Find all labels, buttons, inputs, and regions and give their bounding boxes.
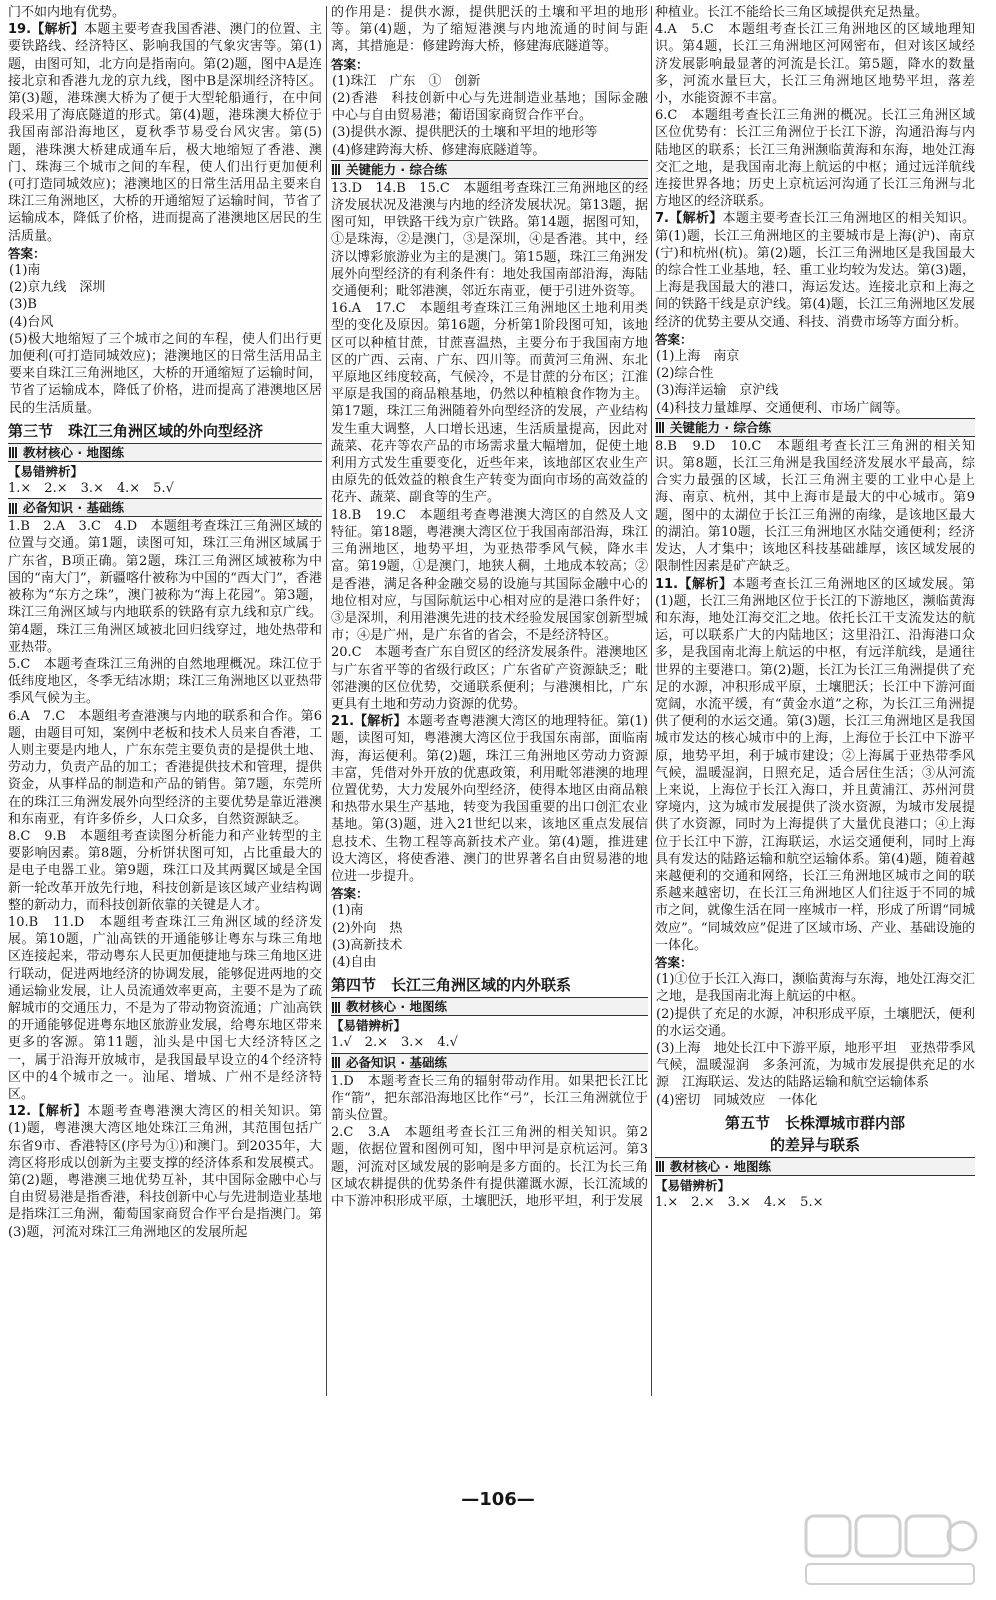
- answer-line: (4)台风: [9, 314, 54, 330]
- answer-line: (2)提供了充足的水源，冲积形成平原，土壤肥沃，便利的水运交通。: [656, 1006, 975, 1039]
- q18-continuation: 门不如内地有优势。: [8, 5, 126, 20]
- error-analysis-heading: 【易错辨析】: [8, 463, 84, 479]
- subsection-bar: 关键能力 · 综合练: [331, 160, 648, 179]
- answer-label: 答案：: [8, 245, 46, 261]
- column-divider: [326, 6, 327, 1396]
- section-title-3: 第三节 珠江三角洲区域的外向型经济: [8, 421, 264, 440]
- answer-label: 答案：: [331, 56, 369, 72]
- answer-line: (1)南: [9, 263, 41, 279]
- answer-q12: 12.【解析】本题考查粤港澳大湾区的相关知识。第(1)题，粤港澳大湾区地处珠江三角洲，其范围包括广东省9市、香港特区(序号为①)和澳门。到2035年，大湾区将形成以创新为主要支撑的经济体系和发展模式。第(2)题，粤港澳三地优势互补，其中国际金融中心与自由贸易港是指香港，科技创新中心与先进制造业基地是指珠江三角洲，葡萄国家商贸合作平台是指澳门。第(3)题，河流对珠江三角洲地区的发展所起: [8, 1104, 322, 1240]
- answer-line: (2)香港 科技创新中心与先进制造业基地；国际金融中心与自由贸易港；葡语国家商贸合作平台。: [332, 91, 648, 124]
- answer-q18-19: 18.B 19.C 本题组考查粤港澳大湾区的自然及人文特征。第18题，粤港澳大湾区位于我国南部沿海，珠江三角洲地区，地势平坦，为亚热带季风气候，降水丰富。第19题，①是澳门，地狭人稠，土地成本较高；②是香港，满足各种金融交易的设施与其国际金融中心的地位相对应，与国际航运中心相对应的是港口条件好；③是深圳，利用港澳先进的技术经验发展国家创新型城市；④是广州，是广东省的省会，不是经济特区。: [331, 507, 648, 644]
- bar-mark-icon: [656, 1161, 665, 1172]
- answer-q19: 19.【解析】本题主要考查我国香港、澳门的位置、主要铁路线、经济特区、影响我国的气象灾害等。第(1)题，由图可知，北方向是指南向。第(2)题，图中A是连接北京和香港九龙的京九线，图中B是深圳经济特区。第(3)题，港珠澳大桥为了便于大型轮船通行，在中间段采用了海底隧道的形式。第(4)题，港珠澳大桥位于我国南部沿海地区，夏秋季节易受台风灾害。第(5)题，港珠澳大桥建成通车后，极大地缩短了香港、澳门、珠海三个城市之间的车程，使人们出行更加便利(可打造同城效应)；港澳地区的日常生活用品主要来自珠江三角洲地区，大桥的开通缩短了运输时间，节省了运输成本，降低了价格，进而提高了港澳地区居民的生活质量。: [8, 22, 322, 244]
- answer-line: (3)B: [9, 297, 37, 313]
- answer-line: (1)南: [332, 903, 364, 919]
- answer-q2-3: 2.C 3.A 本题组考查长江三角洲的相关知识。第2题，依据位置和图例可知，图中甲河是京杭运河。第3题，河流对区域发展的影响是多方面的。长江为长三角区域农耕提供的优势条件有提供灌溉水源，长江流域的中下游冲积形成平原，土壤肥沃，地形平坦，利于发展: [331, 1125, 648, 1209]
- answer-q20: 20.C 本题考查广东自贸区的经济发展条件。港澳地区与广东省平等的省级行政区；广东省矿产资源缺乏；毗邻港澳的区位优势，交通联系便利；与港澳相比，广东更具有土地和劳动力资源的优势。: [331, 645, 648, 712]
- answer-q1: 1.D 本题考查长三角的辐射带动作用。如果把长江比作“箭”，把东部沿海地区比作“弓”，长江三角洲就位于箭头位置。: [331, 1073, 648, 1123]
- answer-line: (4)密切 同城效应 一体化: [656, 1092, 818, 1108]
- column-middle: [331, 4, 648, 1210]
- answer-line: (3)提供水源、提供肥沃的土壤和平坦的地形等: [332, 125, 598, 141]
- error-analysis-answers: 1.× 2.× 3.× 4.× 5.×: [655, 1195, 824, 1210]
- answer-q1-4: 1.B 2.A 3.C 4.D 本题组考查珠江三角洲区域的位置与交通。第1题，读图可知，珠江三角洲区域属于广东省，B项正确。第2题，珠江三角洲区域被称为中国的“南大门”，新疆喀什被称为中国的“西大门”，香港被称为“东方之珠”，澳门被称为“海上花园”。第3题，珠江三角洲区域与内地联系的铁路有京九线和京广线。第4题，珠江三角洲区域被北回归线穿过，地处热带和亚热带。: [8, 519, 322, 655]
- bar-mark-icon: [656, 422, 665, 433]
- error-analysis-heading: 【易错辨析】: [655, 1177, 731, 1193]
- answer-line: (3)海洋运输 京沪线: [656, 383, 779, 399]
- answer-line: (4)科技力量雄厚、交通便利、市场广阔等。: [656, 400, 909, 416]
- bar-mark-icon: [332, 1002, 341, 1013]
- answer-q6: 6.C 本题组考查长江三角洲的概况。长江三角洲区域区位优势有：长江三角洲位于长江下游，沟通沿海与内陆地区的联系；长江三角洲濒临黄海和东海，地处江海交汇之地，是我国南北海上航运的中枢；通过远洋航线连接世界各地；历史上京杭运河沟通了长江三角洲与北方地区的经济联系。: [655, 108, 975, 210]
- answer-q4-5: 4.A 5.C 本题组考查长江三角洲地区的区域地理知识。第4题，长江三角洲地区河网密布，但对该区域经济发展影响最显著的河流是长江。第5题，降水的数量多，河流水量巨大，长江三角洲地区地势平坦，落差小，水能资源不丰富。: [655, 22, 975, 107]
- bar-mark-icon: [9, 503, 18, 514]
- answer-q10-11: 10.B 11.D 本题组考查珠江三角洲区域的经济发展。第10题，广汕高铁的开通能够让粤东与珠三角地区连接起来，带动粤东人民更加便捷地与珠三角地区进行联动，促进两地经济的协调发展，能够促进两地的交通运输业发展，让人员流通效率更高，主要不是为了疏解城市的交通压力，不是为了带动物资流通；广汕高铁的开通能够促进粤东地区旅游业发展，给粤东地区带来更多的客源。第11题，汕头是中国七大经济特区之一，属于沿海开放城市，是我国最早设立的4个经济特区中的4个城市之一。汕尾、增城、广州不是经济特区。: [8, 914, 322, 1102]
- answer-q8-10: 8.B 9.D 10.C 本题组考查长江三角洲的相关知识。第8题，长江三角洲是我国经济发展水平最高，综合实力最强的区域，长江三角洲主要的工业中心是上海、南京、杭州，其中上海市是最大的中心城市。第9题，图中的太湖位于长江三角洲的南缘，是该地区最大的湖泊。第10题，长江三角洲地区水陆交通便利；经济发达，人才集中；该地区科技基础雄厚，该区域发展的限制性因素是矿产缺乏。: [655, 438, 975, 575]
- error-analysis-answers: 1.√ 2.× 3.× 4.√: [331, 1035, 458, 1051]
- answer-q11: 11.【解析】本题考查长江三角洲地区的区域发展。第(1)题，长江三角洲地区位于长江的下游地区，濒临黄海和东海，地处江海交汇之地。依托长江干支流发达的航运，可以联系广大的内陆地区；这里沿江、沿海港口众多，是我国南北海上航运的中枢，有远洋航线，是通往世界的主要港口。第(2)题，长江为长江三角洲提供了充足的水源，冲积形成平原，土壤肥沃；长江中下游河面宽阔，水流平缓，有“黄金水道”之称，为长江三角洲提供了便利的水运交通。第(3)题，长江三角洲地区是我国城市发达的核心城市中的上海，上海位于长江中下游平原，地势平坦，利于城市建设；②上海属于亚热带季风气候，温暖湿润，日照充足，适合居住生活；③从河流上来说，上海位于长江入海口，并且黄浦江、苏州河贯穿境内，这为城市发展提供了淡水资源，为城市发展提供了水资源，同时为上海提供了大量优良港口；④上海位于长江中下游，江海联运，水运交通便利，同时上海具有发达的陆路运输和航空运输体系。第(4)题，随着越来越便利的交通和网络，长江三角洲地区城市之间的联系越来越密切，在长江三角洲地区人们往返于不同的城市之间，就像生活在同一座城市一样，形成了所谓“同城效应”。“同城效应”促进了区域市场、产业、基础设施的一体化。: [655, 576, 975, 953]
- answer-line: (1)①位于长江入海口，濒临黄海与东海，地处江海交汇之地，是我国南北海上航运的中枢。: [656, 972, 975, 1005]
- subsection-bar: 必备知识 · 基础练: [331, 1053, 648, 1072]
- answer-q21: 21.【解析】本题考查粤港澳大湾区的地理特征。第(1)题，读图可知，粤港澳大湾区位于我国东南部，面临南海，海运便利。第(2)题，珠江三角洲地区劳动力资源丰富，凭借对外开放的优惠政策，利用毗邻港澳的地理位置优势，大力发展外向型经济，使得本地区由商品粮和热带水果生产基地，转变为我国重要的出口创汇农业基地。第(3)题，进入21世纪以来，该地区重点发展信息技术、生物工程等高新技术产业。第(4)题，推进建设大湾区，将使香港、澳门的世界著名自由贸易港的地位进一步提升。: [331, 714, 648, 884]
- error-analysis-heading: 【易错辨析】: [331, 1018, 407, 1034]
- column-left: [8, 4, 322, 1241]
- answer-q6-7: 6.A 7.C 本题组考查港澳与内地的联系和合作。第6题，由题目可知，案例中老板和技术人员来自香港，工人则主要是内地人，广东东莞主要负责的是提供土地、劳动力，负责产品的加工；香港提供技术和管理，提供资金，从事样品的制造和产品的销售。第7题，东莞所在的珠江三角洲发展外向型经济的主要优势是靠近港澳和东南亚，有许多侨乡，人口众多，自然资源缺乏。: [8, 708, 322, 827]
- page-number: —106—: [461, 1489, 535, 1510]
- answer-line: (1)珠江 广东 ① 创新: [332, 73, 481, 89]
- answer-line: (5)极大地缩短了三个城市之间的车程，使人们出行更加便利(可打造同城效应)；港澳地区的日常生活用品主要来自珠江三角洲地区，大桥的开通缩短了运输时间，节省了运输成本，降低了价格，进而提高了港澳地区居民的生活质量。: [9, 331, 322, 416]
- bar-mark-icon: [332, 164, 341, 175]
- column-right: [655, 4, 975, 1211]
- answer-q8-9: 8.C 9.B 本题组考查读图分析能力和产业转型的主要影响因素。第8题，分析饼状图可知，占比重最大的是电子电器工业。第9题，珠江口及其两翼区域是全国新一轮改革开放先行地，科技创新是该区域产业结构调整的新动力，而科技创新依靠的关键是人才。: [8, 828, 322, 913]
- bar-mark-icon: [9, 447, 18, 458]
- subsection-bar: 必备知识 · 基础练: [8, 498, 322, 517]
- watermark-logo-icon: [800, 1510, 980, 1590]
- answer-label: 答案：: [331, 886, 369, 902]
- answer-line: (4)修建跨海大桥、修建海底隧道等。: [332, 142, 546, 158]
- answer-line: (3)上海 地处长江中下游平原，地形平坦 亚热带季风气候，温暖湿润 多条河流，为城市发展提供充足的水源 江海联运、发达的陆路运输和航空运输体系: [656, 1040, 975, 1091]
- column-divider: [651, 6, 652, 1396]
- subsection-bar: 关键能力 · 综合练: [655, 418, 975, 437]
- answer-line: (1)上海 南京: [656, 349, 740, 365]
- subsection-bar: 教材核心 · 地图练: [655, 1157, 975, 1176]
- answer-line: (4)自由: [332, 954, 377, 970]
- answer-label: 答案：: [655, 954, 693, 970]
- answer-line: (2)外向 热: [332, 920, 403, 936]
- error-analysis-answers: 1.× 2.× 3.× 4.× 5.√: [8, 481, 174, 497]
- answer-label: 答案：: [655, 331, 693, 347]
- answer-q13-15: 13.D 14.B 15.C 本题组考查珠江三角洲地区的经济发展状况及港澳与内地的经济发展状况。第13题，据图可知，甲铁路干线为京广铁路。第14题，据图可知，①是珠海，②是澳门，③是深圳，④是香港。其中，经济以博彩旅游业为主的是澳门。第15题，珠江三角洲发展外向型经济的有利条件有：地处我国南部沿海，海陆交通便利；毗邻港澳，邻近东南亚，便于引进外资等。: [331, 180, 648, 300]
- subsection-bar: 教材核心 · 地图练: [8, 443, 322, 462]
- q12-continuation: 的作用是：提供水源，提供肥沃的土壤和平坦的地形等。第(4)题，为了缩短港澳与内地流通的时间与距离，其措施是：修建跨海大桥，修建海底隧道等。: [331, 5, 648, 55]
- bar-mark-icon: [332, 1057, 341, 1068]
- section-title-5: [655, 1112, 975, 1156]
- answer-q5: 5.C 本题考查珠江三角洲的自然地理概况。珠江位于低纬度地区，冬季无结冰期；珠江三角洲地区以亚热带季风气候为主。: [8, 656, 322, 707]
- section-title-5-line1: 第五节 长株潭城市群内部: [724, 1113, 905, 1132]
- answer-line: (2)京九线 深圳: [9, 280, 106, 296]
- section-title-5-line2: 的差异与联系: [769, 1135, 860, 1154]
- section-title-4: 第四节 长江三角洲区域的内外联系: [331, 976, 572, 995]
- subsection-bar: 教材核心 · 地图练: [331, 997, 648, 1016]
- answer-q16-17: 16.A 17.C 本题组考查珠江三角洲地区土地利用类型的变化及原因。第16题，分析第1阶段图可知，该地区可以种植甘蔗，甘蔗喜温热，主要分布于我国南方地区的广西、云南、广东、四川等。而黄河三角洲、东北平原地区纬度较高，气候冷，不是甘蔗的分布区；江淮平原是我国的商品粮基地，仍然以种植粮食作物为主。第17题，珠江三角洲随着外向型经济的发展，产业结构发生重大调整，人口增长迅速，生活质量提高，因此对蔬菜、花卉等农产品的市场需求量大幅增加，促使土地利用方式发生重要变化，近些年来，该地部区农业生产由原先的低效益的粮食生产转变为面向市场的高效益的花卉、蔬菜、副食等的生产。: [331, 301, 648, 506]
- answer-line: (2)综合性: [656, 366, 714, 382]
- answer-q7: 7.【解析】本题主要考查长江三角洲地区的相关知识。第(1)题，长江三角洲地区的主要城市是上海(沪)、南京(宁)和杭州(杭)。第(2)题，长江三角洲地区是我国最大的综合性工业基地，轻、重工业均较为发达。第(3)题，上海是我国最大的港口，海运发达。连接北京和上海之间的铁路干线是京沪线。第(4)题，长江三角洲地区发展经济的优势主要从交通、科技、消费市场等方面分析。: [655, 211, 975, 330]
- answer-line: (3)高新技术: [332, 937, 403, 953]
- q3-continuation: 种植业。长江不能给长三角区域提供充足热量。: [655, 5, 929, 20]
